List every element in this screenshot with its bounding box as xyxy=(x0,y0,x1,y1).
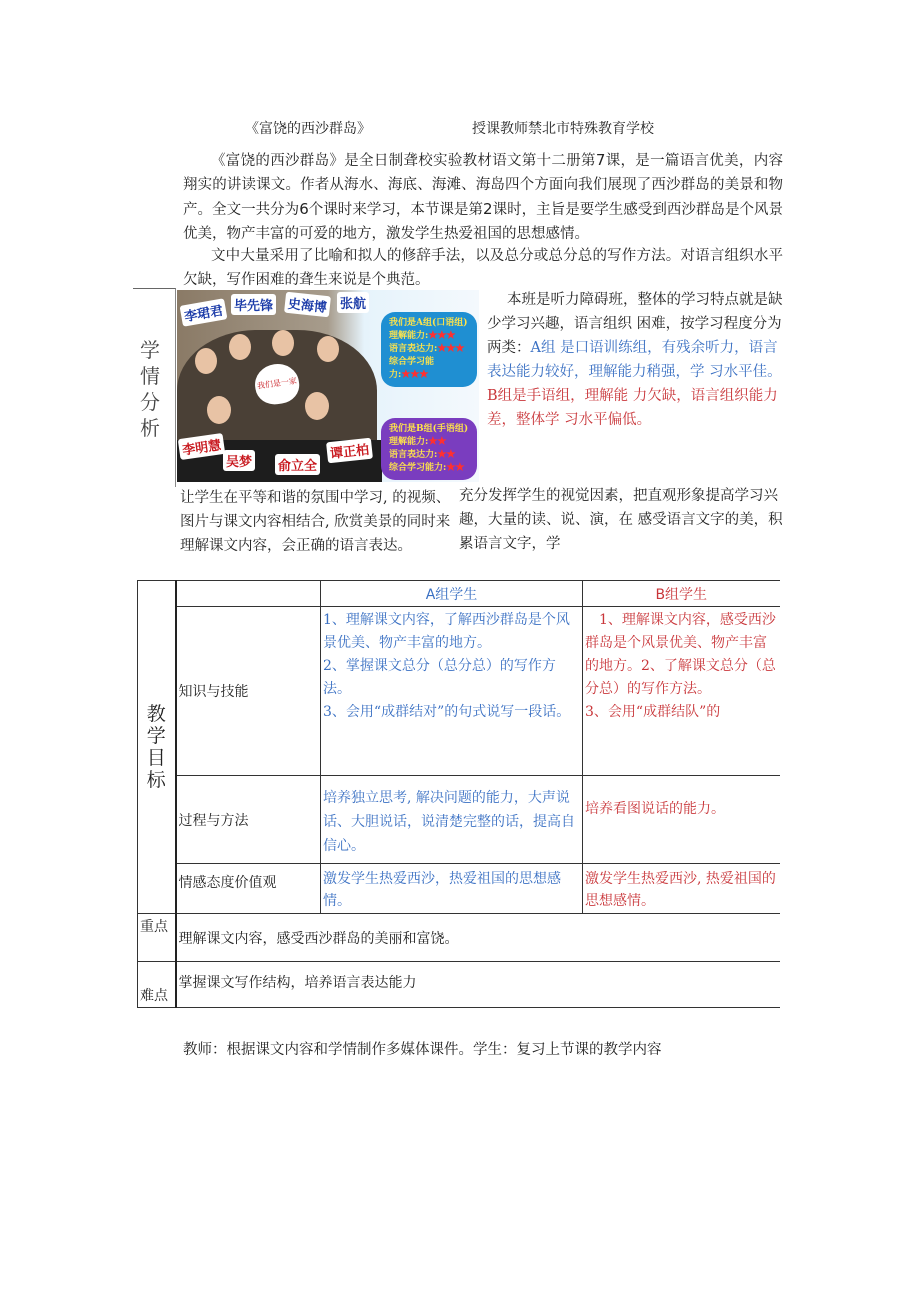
intro-paragraph-2: 文中大量采用了比喻和拟人的修辞手法，以及总分或总分总的写作方法。对语言组织水平欠缺，写作困难的聋生来说是个典范。 xyxy=(183,248,783,288)
student-name-tag: 李明慧 xyxy=(178,433,226,460)
group-b-description: B组是手语组，理解能 力欠缺，语言组织能力差，整体学 习水平偏低。 xyxy=(487,388,778,428)
heart-sign: 我们是一家 xyxy=(252,361,301,407)
teacher-info: 授课教师禁北市特殊教育学校 xyxy=(472,121,654,137)
student-name-tag: 张航 xyxy=(337,292,369,313)
key-point-label: 重点 xyxy=(138,914,176,962)
knowledge-b: 1、理解课文内容，感受西沙群岛是个风景优美、物产丰富的地方。2、了解课文总分（总分总）的写作方法。 3、会用“成群结队”的 xyxy=(583,607,780,776)
student-name-tag: 吴梦 xyxy=(223,450,255,471)
header-group-b: B组学生 xyxy=(583,581,780,607)
group-a-bubble: 我们是A组(口语组) 理解能力:★★★ 语言表达力:★★★ 综合学习能力:★★★ xyxy=(381,312,477,387)
lesson-title: 《富饶的西沙群岛》 xyxy=(245,121,371,137)
method-text-left: 让学生在平等和谐的氛围中学习, 的视频、图片与课文内容相结合, 欣赏美景的同时来理解课文内容，会正确的语言表达。 xyxy=(180,490,451,554)
key-point-text: 理解课文内容，感受西沙群岛的美丽和富饶。 xyxy=(176,914,780,962)
analysis-label-char: 学 xyxy=(140,338,160,362)
attitude-a: 激发学生热爱西沙，热爱祖国的思想感情。 xyxy=(321,864,583,914)
student-name-tag: 毕先锋 xyxy=(231,294,276,315)
knowledge-a: 1、理解课文内容，了解西沙群岛是个风景优美、物产丰富的地方。 2、掌握课文总分（总分总）的写作方法。 3、会用“成群结对”的句式说写一段话。 xyxy=(321,607,583,776)
method-text-right: 充分发挥学生的视觉因素，把直观形象提高学习兴趣，大量的读、说、演，在 感受语言文字的美，积累语言文字，学 xyxy=(459,488,783,552)
teaching-preparation: 教师：根据课文内容和学情制作多媒体课件。学生：复习上节课的教学内容 xyxy=(183,1042,662,1058)
group-b-bubble: 我们是B组(手语组) 理解能力:★★ 语言表达力:★★ 综合学习能力:★★ xyxy=(381,418,477,480)
difficulty-label: 难点 xyxy=(138,962,176,1008)
student-name-tag: 谭正柏 xyxy=(326,438,373,464)
analysis-label-char: 情 xyxy=(140,364,160,388)
row-label-process: 过程与方法 xyxy=(176,776,321,864)
intro-paragraph-1: 《富饶的西沙群岛》是全日制聋校实验教材语文第十二册第7课，是一篇语言优美，内容翔实的讲读课文。作者从海水、海底、海滩、海岛四个方面向我们展现了西沙群岛的美景和物产。全文一共分为6个课时来学习，本节课是第2课时，主旨是要学生感受到西沙群岛是个风景优美，物产丰富的可爱的地方，激发学生热爱祖国的思想感情。 xyxy=(183,151,784,242)
student-name-tag: 俞立全 xyxy=(275,454,320,475)
analysis-text: 本班是听力障碍班，整体的学习特点就是缺少学习兴趣，语言组织 困难，按学习程度分为两类：A组 是口语训练组，有残余听力，语言 表达能力较好，理解能力稍强，学 习水平佳。B组是手语组，理解能 力欠缺，语言组织能力差，整体学 习水平偏低。 xyxy=(487,292,783,428)
analysis-label-char: 析 xyxy=(140,416,160,440)
analysis-label-char: 分 xyxy=(140,390,160,414)
teaching-goals-table xyxy=(137,580,780,1008)
row-label-attitude: 情感态度价值观 xyxy=(176,864,321,914)
difficulty-text: 掌握课文写作结构，培养语言表达能力 xyxy=(176,962,780,1008)
process-b: 培养看图说话的能力。 xyxy=(583,776,780,864)
row-label-knowledge: 知识与技能 xyxy=(176,607,321,776)
class-photo xyxy=(177,290,479,482)
attitude-b: 激发学生热爱西沙, 热爱祖国的思想感情。 xyxy=(583,864,780,914)
process-a: 培养独立思考, 解决问题的能力，大声说话、大胆说话，说清楚完整的话，提高自信心。 xyxy=(321,776,583,864)
header-group-a: A组学生 xyxy=(321,581,583,607)
goals-side-label: 教学目标 xyxy=(138,581,176,914)
group-a-description: A组 是口语训练组，有残余听力，语言 表达能力较好，理解能力稍强，学 习水平佳。 xyxy=(487,340,782,380)
student-name-tag: 史海博 xyxy=(284,292,331,318)
student-name-tag: 李珺君 xyxy=(180,298,228,326)
